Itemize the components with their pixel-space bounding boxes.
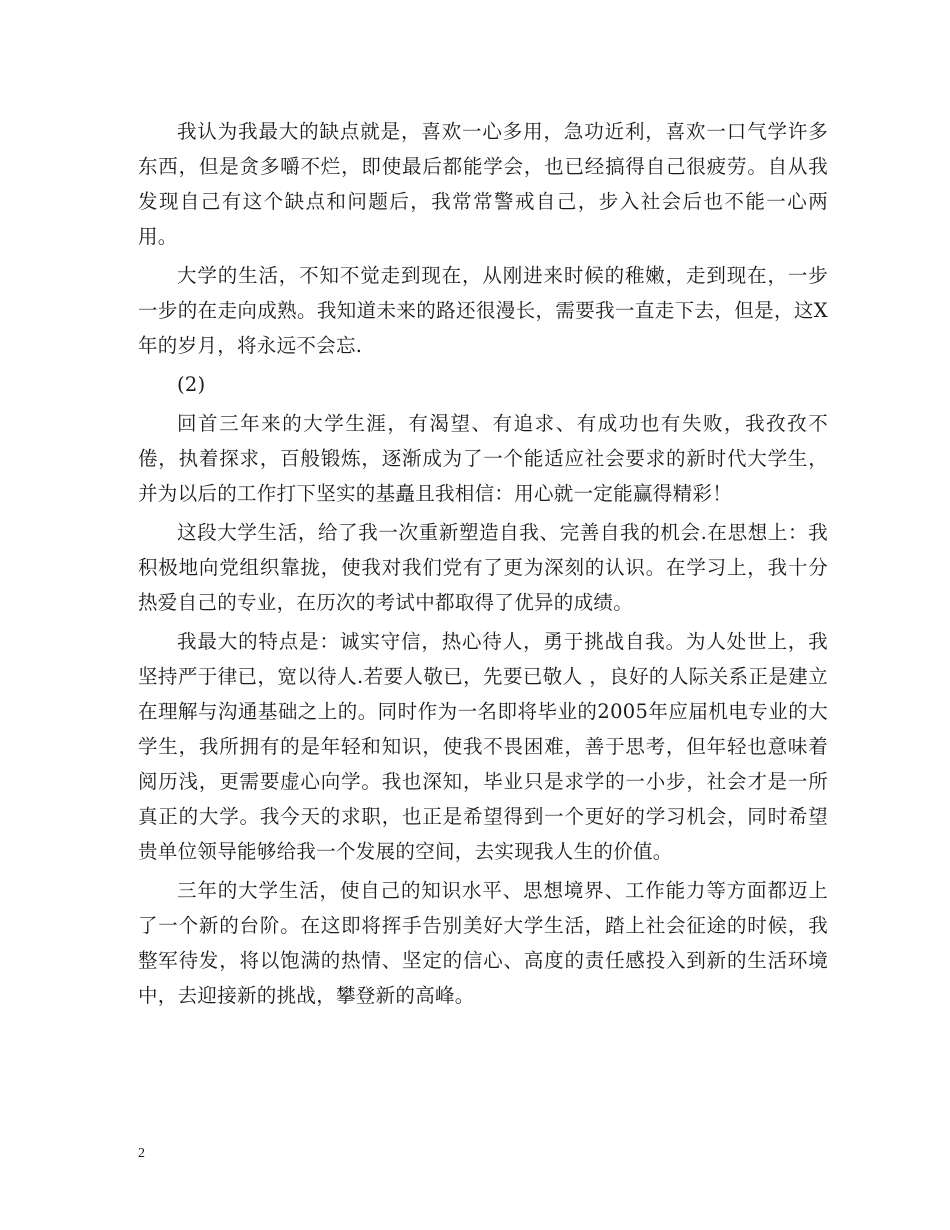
- paragraph-weakness: 我认为我最大的缺点就是，喜欢一心多用，急功近利，喜欢一口气学许多东西，但是贪多嚼不烂，即使最后都能学会，也已经搞得自己很疲劳。自从我发现自己有这个缺点和问题后，我常常警戒自己，步入社会后也不能一心两用。: [138, 120, 828, 248]
- paragraph-opportunity: 这段大学生活，给了我一次重新塑造自我、完善自我的机会.在思想上：我积极地向党组织靠拢，使我对我们党有了更为深刻的认识。在学习上，我十分热爱自己的专业，在历次的考试中都取得了优异的成绩。: [138, 521, 828, 614]
- paragraph-review: 回首三年来的大学生涯，有渴望、有追求、有成功也有失败，我孜孜不倦，执着探求，百般锻炼，逐渐成为了一个能适应社会要求的新时代大学生，并为以后的工作打下坚实的基矗且我相信：用心就一定能赢得精彩！: [138, 412, 828, 505]
- section-marker: (2): [177, 373, 206, 396]
- paragraph-university-life: 大学的生活，不知不觉走到现在，从刚进来时候的稚嫩，走到现在，一步一步的在走向成熟。我知道未来的路还很漫长，需要我一直走下去，但是，这X年的岁月，将永远不会忘.: [138, 264, 828, 357]
- paragraph-strengths: 我最大的特点是：诚实守信，热心待人，勇于挑战自我。为人处世上，我坚持严于律已，宽以待人.若要人敬已，先要已敬人 ，良好的人际关系正是建立在理解与沟通基础之上的。同时作为一名即将毕业的2005年应届机电专业的大学生，我所拥有的是年轻和知识，使我不畏困难，善于思考，但年轻也意味着阅历浅，更需要虚心向学。我也深知，毕业只是求学的一小步，社会才是一所真正的大学。我今天的求职，也正是希望得到一个更好的学习机会，同时希望贵单位领导能够给我一个发展的空间，去实现我人生的价值。: [138, 630, 828, 863]
- document-body: [138, 114, 828, 1017]
- page-number: 2: [138, 1146, 145, 1161]
- paragraph-conclusion: 三年的大学生活，使自己的知识水平、思想境界、工作能力等方面都迈上了一个新的台阶。在这即将挥手告别美好大学生活，踏上社会征途的时候，我整军待发，将以饱满的热情、坚定的信心、高度的责任感投入到新的生活环境中，去迎接新的挑战，攀登新的高峰。: [138, 879, 828, 1007]
